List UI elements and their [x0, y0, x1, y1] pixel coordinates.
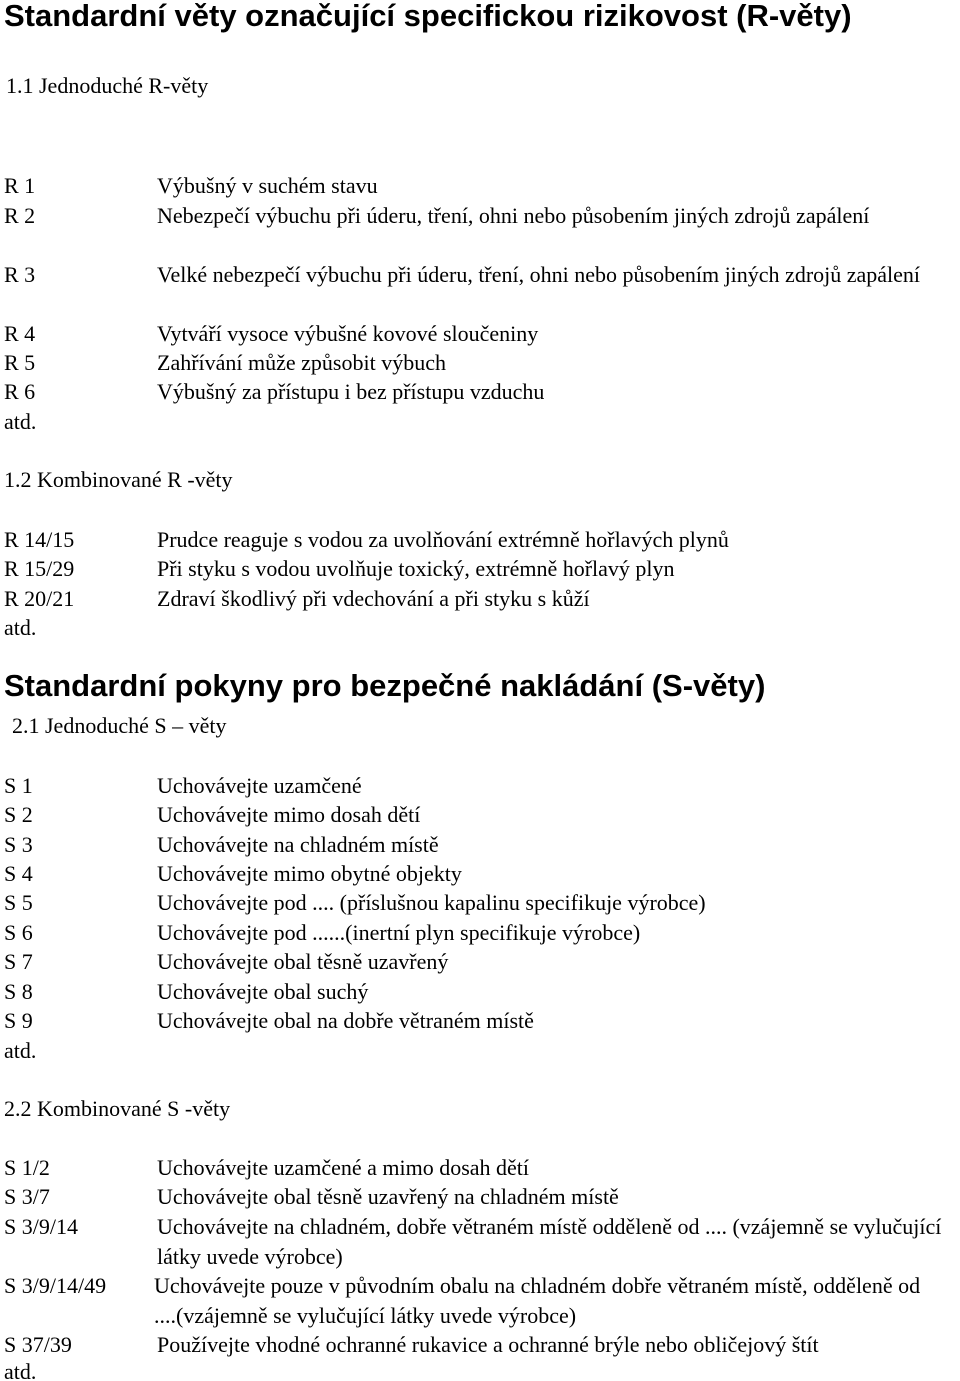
phrase-code: R 2 — [4, 203, 36, 228]
phrase-code: S 8 — [4, 979, 33, 1004]
phrase-text: Vytváří vysoce výbušné kovové sloučeniny — [157, 321, 539, 346]
phrase-code: S 3/9/14/49 — [4, 1273, 107, 1298]
phrase-code: R 6 — [4, 379, 36, 404]
phrase-code: R 14/15 — [4, 527, 75, 552]
phrase-code: S 4 — [4, 861, 33, 886]
s-simple-heading: 2.1 Jednoduché S – věty — [12, 713, 227, 738]
r-section-title: Standardní věty označující specifickou rizikovost (R-věty) — [4, 0, 852, 33]
phrase-code: S 1/2 — [4, 1155, 50, 1180]
phrase-text: Uchovávejte mimo obytné objekty — [157, 861, 462, 886]
s-section-title: Standardní pokyny pro bezpečné nakládání (S-věty) — [4, 668, 766, 703]
phrase-code: R 3 — [4, 262, 36, 287]
phrase-code: S 3/7 — [4, 1184, 50, 1209]
phrase-text: Uchovávejte obal těsně uzavřený — [157, 949, 449, 974]
phrase-text: Uchovávejte pod .... (příslušnou kapalinu specifikuje výrobce) — [157, 890, 706, 915]
phrase-text: Uchovávejte pod ......(inertní plyn specifikuje výrobce) — [157, 920, 641, 945]
phrase-code: S 9 — [4, 1008, 33, 1033]
phrase-text: Zdraví škodlivý při vdechování a při styku s kůží — [157, 586, 590, 611]
phrase-text: Prudce reaguje s vodou za uvolňování extrémně hořlavých plynů — [157, 527, 729, 552]
r-simple-etc: atd. — [4, 409, 37, 434]
s-combined-heading: 2.2 Kombinované S -věty — [4, 1096, 231, 1121]
phrase-text: Uchovávejte obal suchý — [157, 979, 369, 1004]
phrase-text: Při styku s vodou uvolňuje toxický, extrémně hořlavý plyn — [157, 556, 675, 581]
phrase-code: S 7 — [4, 949, 33, 974]
phrase-text: Zahřívání může způsobit výbuch — [157, 350, 446, 375]
phrase-text: Uchovávejte pouze v původním obalu na chladném dobře větraném místě, odděleně od ....(vzájemně se vylučující látky uvede výrobce) — [154, 1273, 921, 1328]
phrase-code: R 20/21 — [4, 586, 75, 611]
phrase-text: Uchovávejte uzamčené a mimo dosah dětí — [157, 1155, 530, 1180]
r-simple-heading: 1.1 Jednoduché R-věty — [6, 73, 209, 98]
phrase-text: Uchovávejte na chladném místě — [157, 832, 439, 857]
r-combined-heading: 1.2 Kombinované R -věty — [4, 467, 233, 492]
phrase-code: S 2 — [4, 802, 33, 827]
phrase-text: Výbušný v suchém stavu — [157, 173, 378, 198]
phrase-code: S 5 — [4, 890, 33, 915]
phrase-code: S 6 — [4, 920, 33, 945]
phrase-text: Používejte vhodné ochranné rukavice a ochranné brýle nebo obličejový štít — [157, 1332, 819, 1357]
s-combined-etc: atd. — [4, 1359, 37, 1381]
phrase-text: Uchovávejte na chladném, dobře větraném místě odděleně od .... (vzájemně se vylučující látky uvede výrobce) — [157, 1214, 942, 1269]
phrase-code: R 4 — [4, 321, 36, 346]
phrase-text: Velké nebezpečí výbuchu při úderu, tření, ohni nebo působením jiných zdrojů zapálení — [157, 262, 921, 287]
phrase-code: S 3/9/14 — [4, 1214, 78, 1239]
phrase-code: R 1 — [4, 173, 36, 198]
phrase-text: Nebezpečí výbuchu při úderu, tření, ohni nebo působením jiných zdrojů zapálení — [157, 203, 870, 228]
phrase-code: R 5 — [4, 350, 36, 375]
phrase-code: S 37/39 — [4, 1332, 72, 1357]
phrase-text: Uchovávejte mimo dosah dětí — [157, 802, 421, 827]
phrase-text: Uchovávejte obal těsně uzavřený na chladném místě — [157, 1184, 619, 1209]
r-combined-etc: atd. — [4, 615, 37, 640]
phrase-code: S 3 — [4, 832, 33, 857]
phrase-code: S 1 — [4, 773, 33, 798]
phrase-text: Výbušný za přístupu i bez přístupu vzduchu — [157, 379, 545, 404]
phrase-text: Uchovávejte uzamčené — [157, 773, 362, 798]
s-simple-etc: atd. — [4, 1038, 37, 1063]
phrase-text: Uchovávejte obal na dobře větraném místě — [157, 1008, 534, 1033]
phrase-code: R 15/29 — [4, 556, 75, 581]
